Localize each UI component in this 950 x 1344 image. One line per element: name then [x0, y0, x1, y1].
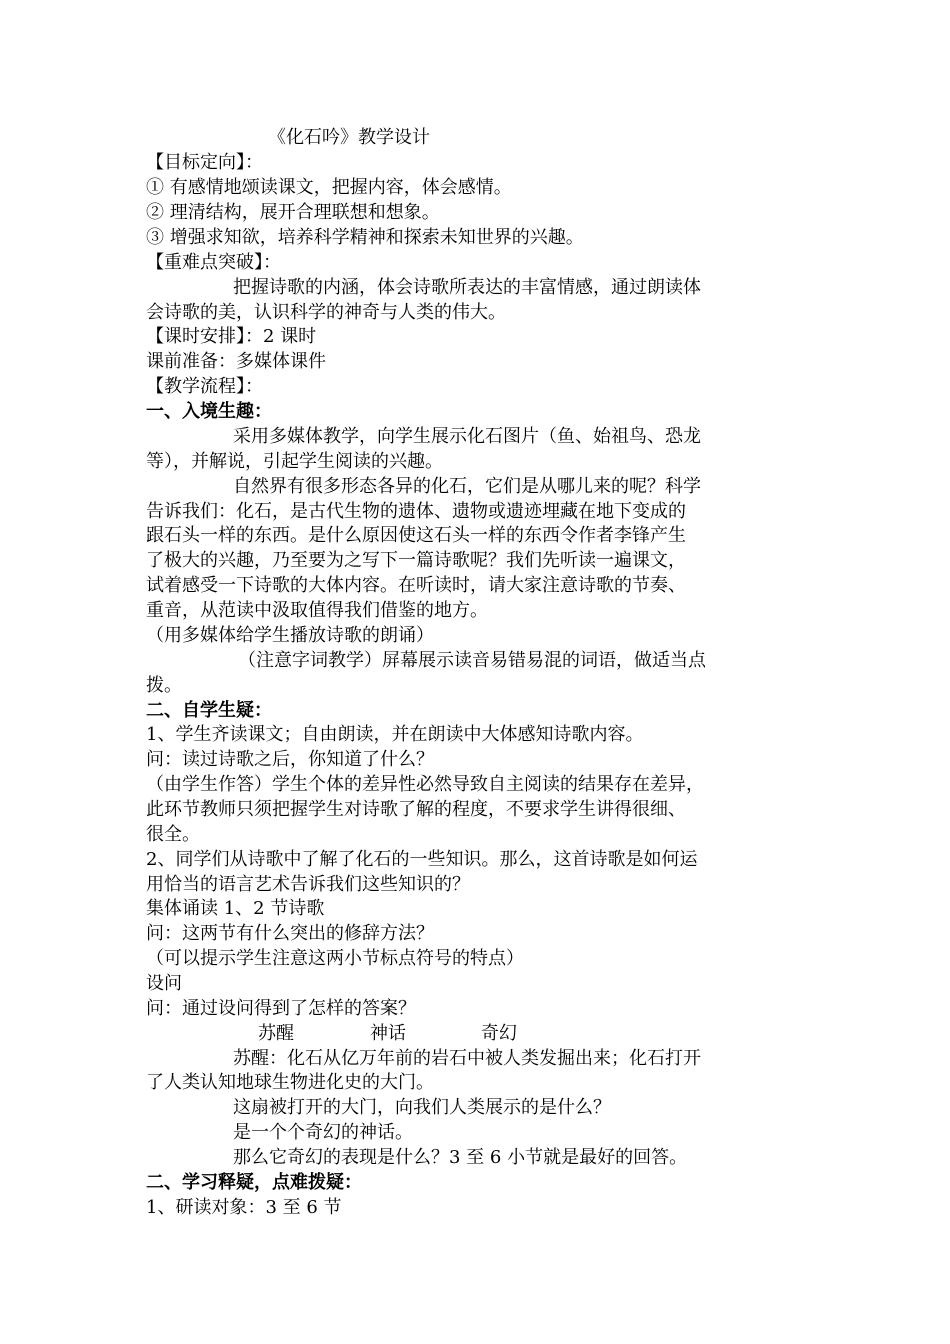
paragraph-line: 是一个个奇幻的神话。	[233, 1122, 413, 1143]
paragraph-line: 1、研读对象：3 至 6 节	[146, 1197, 342, 1218]
paragraph-line: 问：通过设问得到了怎样的答案？	[146, 998, 416, 1019]
paragraph-line: 2、同学们从诗歌中了解了化石的一些知识。那么，这首诗歌是如何运	[146, 849, 698, 870]
paragraph-line: 很全。	[146, 824, 200, 845]
paragraph-line: （用多媒体给学生播放诗歌的朗诵）	[146, 625, 434, 646]
paragraph-line: 这扇被打开的大门，向我们人类展示的是什么？	[233, 1097, 611, 1118]
prep-line: 课前准备：多媒体课件	[146, 351, 326, 372]
paragraph-line: 设问	[146, 973, 182, 994]
paragraph-line: （注意字词教学）屏幕展示读音易错易混的词语，做适当点	[238, 650, 706, 671]
paragraph-line: 会诗歌的美，认识科学的神奇与人类的伟大。	[146, 302, 506, 323]
paragraph-line: 集体诵读 1、2 节诗歌	[146, 898, 325, 919]
subsection-heading-2: 二、自学生疑：	[146, 700, 272, 721]
goal-item-3: ③ 增强求知欲，培养科学精神和探索未知世界的兴趣。	[146, 227, 584, 248]
paragraph-line: 那么它奇幻的表现是什么？3 至 6 小节就是最好的回答。	[233, 1147, 688, 1168]
section-heading-schedule: 【课时安排】：2 课时	[146, 326, 317, 347]
document-title: 《化石吟》教学设计	[268, 127, 430, 148]
keyword-1: 苏醒	[258, 1023, 294, 1044]
paragraph-line: 等），并解说，引起学生阅读的兴趣。	[146, 451, 443, 472]
paragraph-line: （可以提示学生注意这两小节标点符号的特点）	[146, 948, 524, 969]
keyword-2: 神话	[370, 1023, 406, 1044]
subsection-heading-3: 二、学习释疑，点难拨疑：	[146, 1172, 362, 1193]
paragraph-line: 跟石头一样的东西。是什么原因使这石头一样的东西令作者李锋产生	[146, 525, 686, 546]
paragraph-line: 问：这两节有什么突出的修辞方法？	[146, 923, 434, 944]
goal-item-2: ② 理清结构，展开合理联想和想象。	[146, 202, 440, 223]
paragraph-line: 用恰当的语言艺术告诉我们这些知识的？	[146, 874, 470, 895]
paragraph-line: （由学生作答）学生个体的差异性必然导致自主阅读的结果存在差异，	[146, 774, 704, 795]
paragraph-line: 告诉我们：化石，是古代生物的遗体、遗物或遗迹埋藏在地下变成的	[146, 501, 686, 522]
paragraph-line: 自然界有很多形态各异的化石，它们是从哪儿来的呢？科学	[233, 476, 701, 497]
section-heading-key-points: 【重难点突破】：	[146, 252, 281, 273]
paragraph-line: 问：读过诗歌之后，你知道了什么？	[146, 749, 434, 770]
paragraph-line: 此环节教师只须把握学生对诗歌了解的程度，不要求学生讲得很细、	[146, 799, 686, 820]
paragraph-line: 把握诗歌的内涵，体会诗歌所表达的丰富情感，通过朗读体	[233, 277, 701, 298]
section-heading-process: 【教学流程】：	[146, 376, 263, 397]
paragraph-line: 拨。	[146, 675, 182, 696]
paragraph-line: 1、学生齐读课文；自由朗读，并在朗读中大体感知诗歌内容。	[146, 724, 644, 745]
paragraph-line: 重音，从范读中汲取值得我们借鉴的地方。	[146, 600, 488, 621]
paragraph-line: 采用多媒体教学，向学生展示化石图片（鱼、始祖鸟、恐龙	[233, 426, 701, 447]
subsection-heading-1: 一、入境生趣：	[146, 401, 272, 422]
paragraph-line: 苏醒：化石从亿万年前的岩石中被人类发掘出来；化石打开	[233, 1048, 701, 1069]
paragraph-line: 了极大的兴趣，乃至要为之写下一篇诗歌呢？我们先听读一遍课文，	[146, 550, 686, 571]
section-heading-goals: 【目标定向】：	[146, 152, 263, 173]
paragraph-line: 了人类认知地球生物进化史的大门。	[146, 1072, 434, 1093]
goal-item-1: ① 有感情地颂读课文，把握内容，体会感情。	[146, 177, 512, 198]
paragraph-line: 试着感受一下诗歌的大体内容。在听读时，请大家注意诗歌的节奏、	[146, 575, 686, 596]
keyword-3: 奇幻	[481, 1023, 517, 1044]
